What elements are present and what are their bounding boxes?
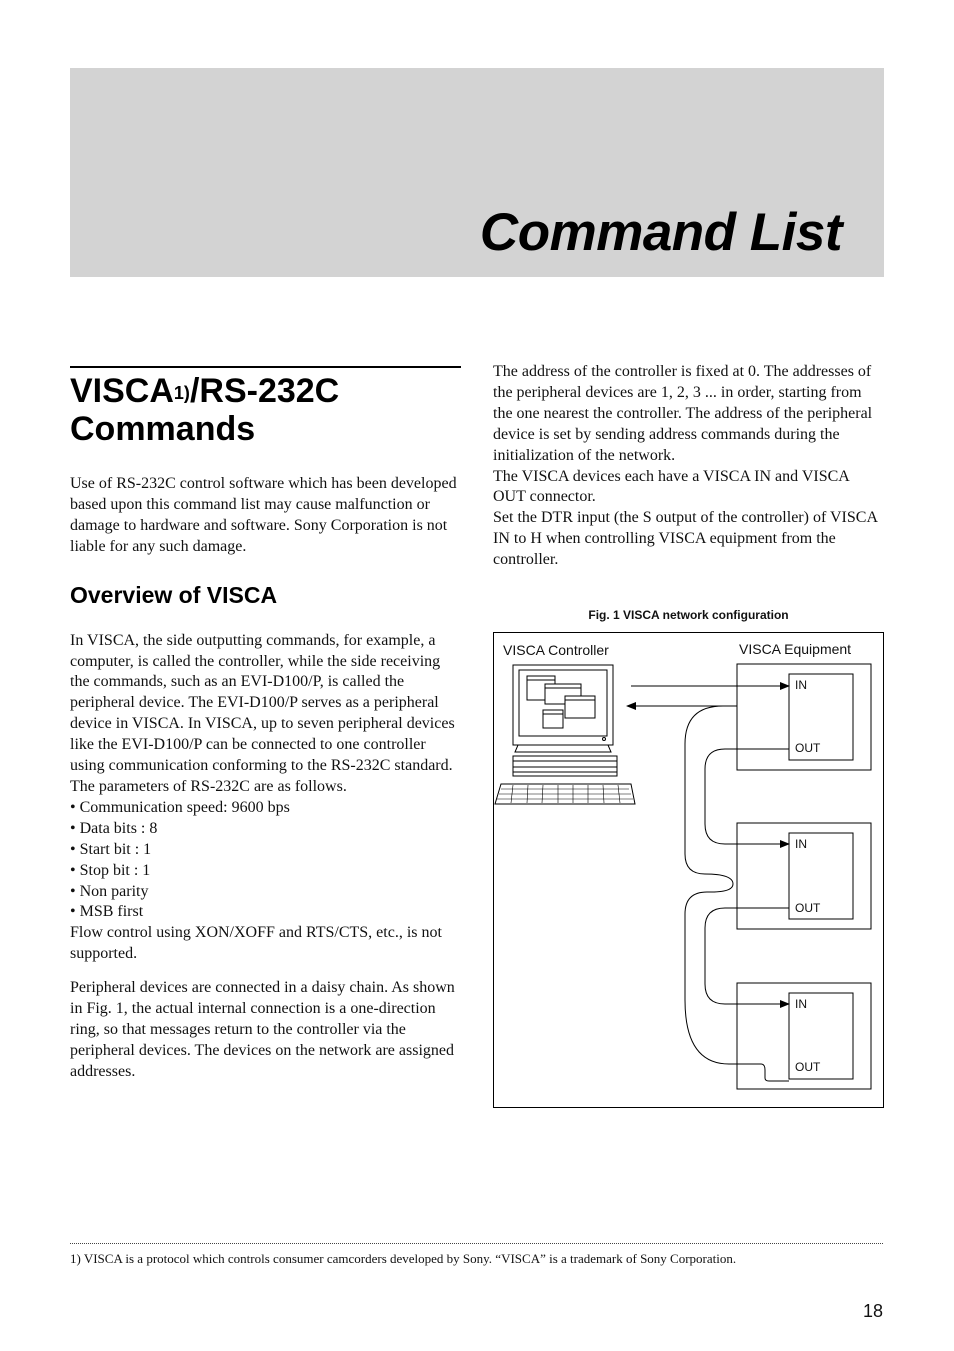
computer-icon bbox=[495, 665, 635, 804]
overview-paragraph: In VISCA, the side outputting commands, for example, a computer, is called the controller, while the side receiving the commands, such as an EVI-D100/P, is called the peripheral device. The EVI-D100/P serves as a peripheral device in VISCA. In VISCA, up to seven peripheral devices like the EVI-D100/P can be connected to one controller using communication conforming to the RS-232C standard. The parameters of RS-232C are as follows. bbox=[70, 631, 455, 795]
warning-paragraph: Use of RS-232C control software which has been developed based upon this command list may cause malfunction or damage to hardware and software. Sony Corporation is not liable for any such damage. bbox=[70, 475, 457, 555]
param-item: • MSB first bbox=[70, 903, 144, 921]
network-diagram bbox=[493, 632, 884, 1108]
controller-label: VISCA Controller bbox=[503, 642, 609, 658]
heading-visca: VISCA bbox=[70, 372, 174, 410]
heading-commands: Commands bbox=[70, 410, 256, 448]
in-port-label: IN bbox=[795, 678, 807, 692]
overview-heading: Overview of VISCA bbox=[70, 581, 278, 608]
out-port-label: OUT bbox=[795, 1060, 821, 1074]
footnote-divider bbox=[70, 1243, 883, 1244]
address-paragraph: The address of the controller is fixed at 0. The addresses of the peripheral devices are 1, 2, 3 ... in order, starting from the one nearest the controller. The address of the peripheral device is set by sending address commands during the initialization of the network. bbox=[493, 363, 873, 464]
heading-rule bbox=[70, 366, 461, 368]
visca-network-figure bbox=[493, 632, 884, 1108]
param-item: • Start bit : 1 bbox=[70, 840, 152, 858]
footnote: 1) VISCA is a protocol which controls consumer camcorders developed by Sony. “VISCA” is a trademark of Sony Corporation. bbox=[70, 1251, 737, 1266]
signal-lines bbox=[627, 686, 789, 1081]
left-column bbox=[70, 366, 462, 1083]
title-banner bbox=[70, 68, 884, 277]
daisy-chain-paragraph: Peripheral devices are connected in a daisy chain. As shown in Fig. 1, the actual internal connection is a one-direction ring, so that messages return to the controller via the peripheral devices. The devices on the network are assigned addresses. bbox=[70, 979, 455, 1080]
param-item: • Data bits : 8 bbox=[70, 819, 158, 837]
param-item: • Non parity bbox=[70, 882, 149, 900]
dtr-paragraph: Set the DTR input (the S output of the controller) of VISCA IN to H when controlling VISCA equipment from the controller. bbox=[493, 509, 878, 569]
param-item: • Stop bit : 1 bbox=[70, 861, 151, 879]
page-title: Command List bbox=[479, 203, 842, 262]
footnote-ref: 1) bbox=[173, 383, 190, 403]
equipment-label: VISCA Equipment bbox=[739, 641, 852, 657]
figure-caption: Fig. 1 VISCA network configuration bbox=[588, 608, 789, 622]
out-port-label: OUT bbox=[795, 741, 821, 755]
param-item: • Communication speed: 9600 bps bbox=[70, 798, 290, 816]
in-port-label: IN bbox=[795, 837, 807, 851]
connector-paragraph: The VISCA devices each have a VISCA IN and VISCA OUT connector. bbox=[493, 467, 849, 506]
out-port-label: OUT bbox=[795, 901, 821, 915]
heading-rs232c: /RS-232C bbox=[189, 372, 340, 410]
section-heading bbox=[70, 372, 462, 448]
page-number: 18 bbox=[862, 1301, 883, 1321]
flow-control-paragraph: Flow control using XON/XOFF and RTS/CTS, etc., is not supported. bbox=[70, 924, 442, 963]
in-port-label: IN bbox=[795, 997, 807, 1011]
right-column bbox=[493, 362, 884, 571]
